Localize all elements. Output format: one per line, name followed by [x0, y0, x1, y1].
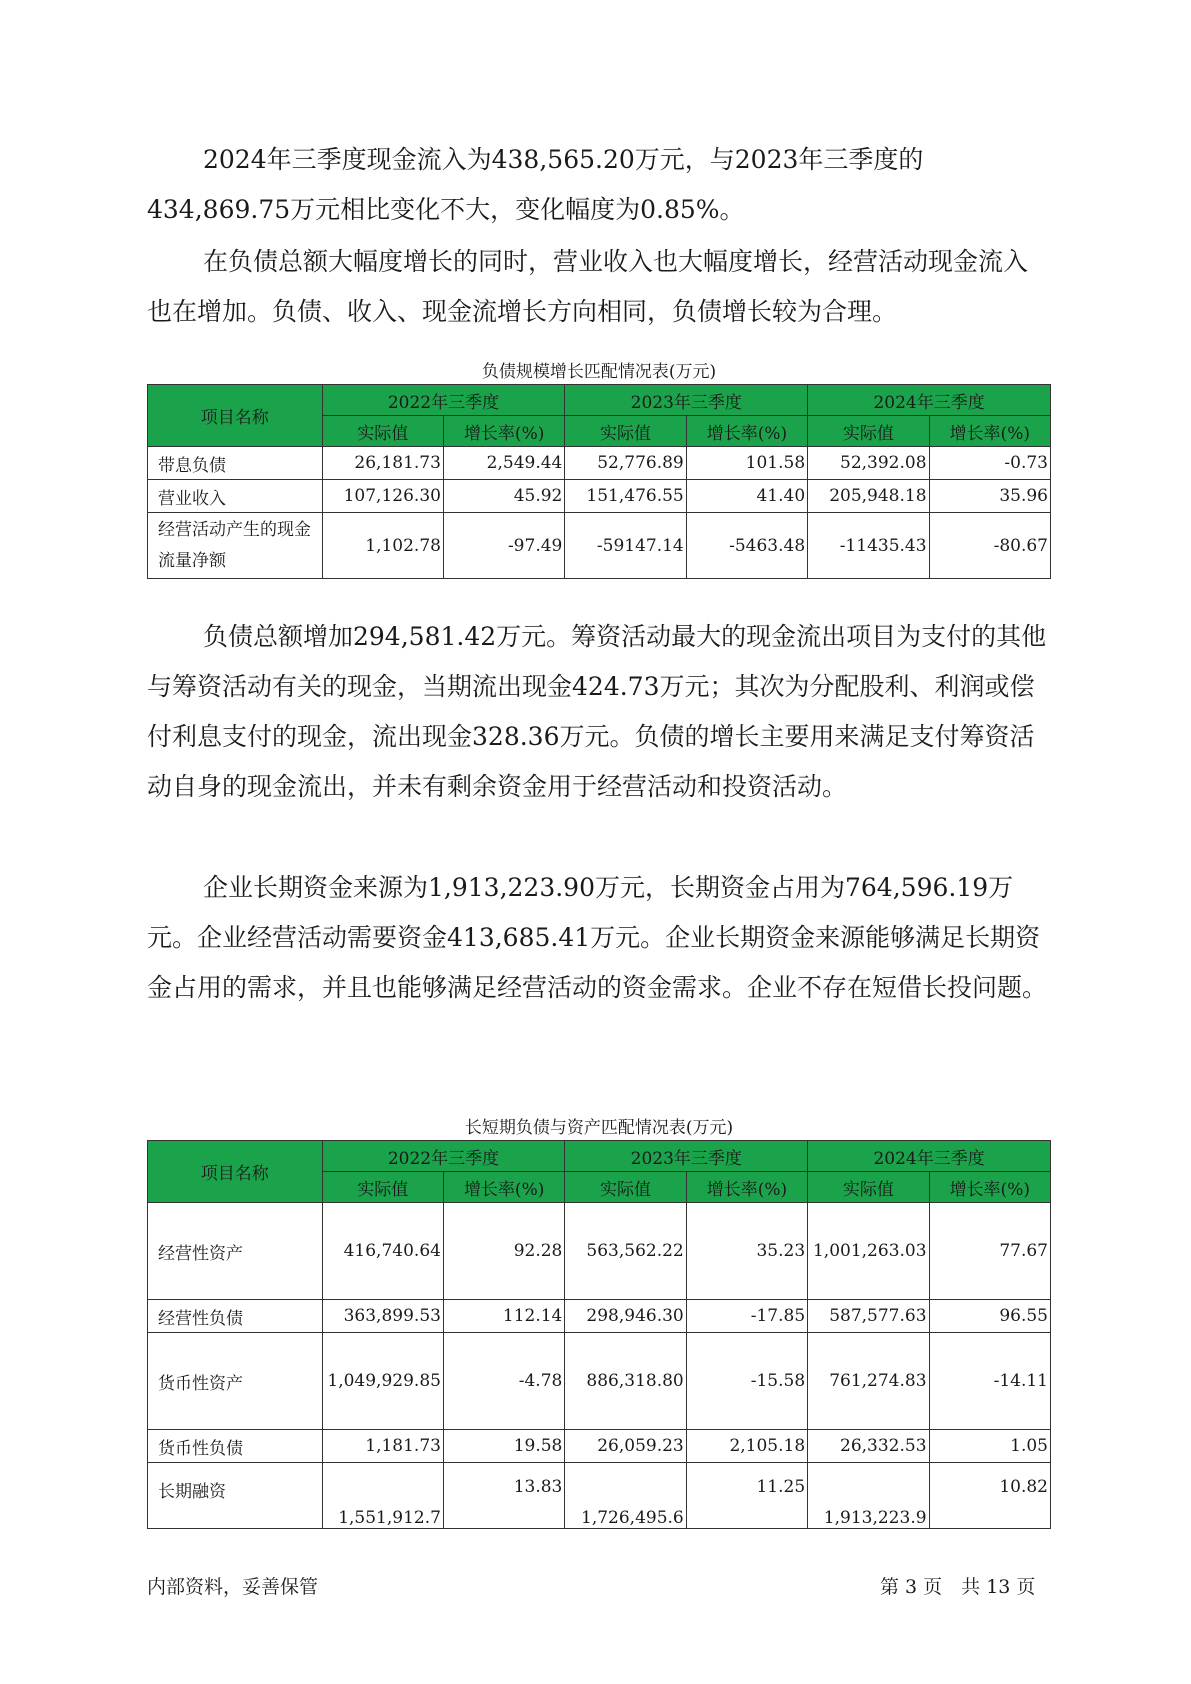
- paragraph-1: [147, 135, 1047, 235]
- table-row: [148, 1430, 1051, 1463]
- table-cell: 107,126.30: [322, 480, 443, 513]
- table-row: [148, 1203, 1051, 1300]
- paragraph-text: 在负债总额大幅度增长的同时，营业收入也大幅度增长，经营活动现金流入也在增加。负债、收入、现金流增长方向相同，负债增长较为合理。: [147, 247, 1029, 326]
- wrapped-value: 1,049,929.85: [327, 1371, 441, 1391]
- period-header: 2022年三季度: [322, 385, 565, 416]
- item-name-header: 项目名称: [148, 385, 323, 447]
- paragraph-4: [147, 863, 1047, 1013]
- wrapped-value: 1,001,263.03: [812, 1241, 927, 1261]
- sub-header: 实际值: [322, 416, 443, 447]
- row-label: 营业收入: [148, 480, 323, 513]
- table-cell: -5463.48: [686, 513, 807, 579]
- table-cell: -17.85: [686, 1300, 807, 1333]
- table-row: [148, 480, 1051, 513]
- table-cell: 19.58: [443, 1430, 564, 1463]
- period-header: 2022年三季度: [322, 1141, 565, 1172]
- paragraph-3: [147, 612, 1047, 812]
- sub-header: 增长率(%): [929, 1172, 1050, 1203]
- row-label: 经营性负债: [148, 1300, 323, 1333]
- table-cell: 52,776.89: [565, 447, 686, 480]
- table-cell: 1,913,223.9: [808, 1463, 929, 1529]
- table-cell: 13.83: [443, 1463, 564, 1529]
- table-cell: -0.73: [929, 447, 1050, 480]
- table1-caption: 负债规模增长匹配情况表(万元): [481, 362, 717, 382]
- sub-header: 实际值: [322, 1172, 443, 1203]
- table-cell: 1,181.73: [322, 1430, 443, 1463]
- table-cell: 886,318.80: [565, 1333, 686, 1430]
- table-row: [148, 1333, 1051, 1430]
- row-label: 带息负债: [148, 447, 323, 480]
- table-cell: 10.82: [929, 1463, 1050, 1529]
- table-cell: 26,181.73: [322, 447, 443, 480]
- table-cell: 77.67: [929, 1203, 1050, 1300]
- table-row: [148, 1300, 1051, 1333]
- debt-asset-matching-table: [147, 1140, 1051, 1529]
- footer-confidential-note: 内部资料，妥善保管: [147, 1576, 319, 1598]
- table-cell: -97.49: [443, 513, 564, 579]
- paragraph-text: 企业长期资金来源为1,913,223.90万元，长期资金占用为764,596.19万元。企业经营活动需要资金413,685.41万元。企业长期资金来源能够满足长期资金占用的需求，并且也能够满足经营活动的资金需求。企业不存在短借长投问题。: [147, 873, 1048, 1002]
- table-cell: -59147.14: [565, 513, 686, 579]
- table-cell: -11435.43: [808, 513, 929, 579]
- table-cell: 26,332.53: [808, 1430, 929, 1463]
- table-cell: 2,549.44: [443, 447, 564, 480]
- table-cell: 416,740.64: [322, 1203, 443, 1300]
- sub-header: 实际值: [808, 1172, 929, 1203]
- table-cell: -15.58: [686, 1333, 807, 1430]
- sub-header: 实际值: [565, 416, 686, 447]
- row-label: 长期融资: [148, 1463, 323, 1529]
- debt-growth-table: [147, 384, 1051, 579]
- table-cell: 101.58: [686, 447, 807, 480]
- table-cell: 761,274.83: [808, 1333, 929, 1430]
- item-name-header: 项目名称: [148, 1141, 323, 1203]
- sub-header: 增长率(%): [443, 416, 564, 447]
- period-header: 2023年三季度: [565, 385, 808, 416]
- table-cell: 1,102.78: [322, 513, 443, 579]
- row-label: 货币性资产: [148, 1333, 323, 1430]
- table-cell: [322, 1333, 443, 1430]
- table-cell: 151,476.55: [565, 480, 686, 513]
- table-cell: 11.25: [686, 1463, 807, 1529]
- table-cell: 52,392.08: [808, 447, 929, 480]
- sub-header: 增长率(%): [929, 416, 1050, 447]
- row-label: 经营活动产生的现金流量净额: [148, 513, 323, 579]
- table-cell: 45.92: [443, 480, 564, 513]
- table-cell: 35.96: [929, 480, 1050, 513]
- table-cell: 205,948.18: [808, 480, 929, 513]
- table-cell: 92.28: [443, 1203, 564, 1300]
- table2-caption: 长短期负债与资产匹配情况表(万元): [464, 1118, 734, 1138]
- row-label: 经营性资产: [148, 1203, 323, 1300]
- period-header: 2023年三季度: [565, 1141, 808, 1172]
- footer-page-number: 第 3 页 共 13 页: [880, 1576, 1036, 1598]
- table-cell: 112.14: [443, 1300, 564, 1333]
- table-row: [148, 447, 1051, 480]
- table-cell: -4.78: [443, 1333, 564, 1430]
- table-cell: 1.05: [929, 1430, 1050, 1463]
- table-cell: 35.23: [686, 1203, 807, 1300]
- table-cell: -80.67: [929, 513, 1050, 579]
- table-cell: 2,105.18: [686, 1430, 807, 1463]
- table-cell: 1,726,495.6: [565, 1463, 686, 1529]
- sub-header: 实际值: [808, 416, 929, 447]
- table-cell: 298,946.30: [565, 1300, 686, 1333]
- paragraph-2: [147, 237, 1047, 337]
- table-cell: 41.40: [686, 480, 807, 513]
- table-cell: 587,577.63: [808, 1300, 929, 1333]
- sub-header: 增长率(%): [443, 1172, 564, 1203]
- sub-header: 实际值: [565, 1172, 686, 1203]
- table-cell: 363,899.53: [322, 1300, 443, 1333]
- table-row: [148, 1463, 1051, 1529]
- table-cell: -14.11: [929, 1333, 1050, 1430]
- paragraph-text: 2024年三季度现金流入为438,565.20万元，与2023年三季度的434,869.75万元相比变化不大，变化幅度为0.85%。: [147, 145, 924, 224]
- row-label: 货币性负债: [148, 1430, 323, 1463]
- table-row: [148, 513, 1051, 579]
- table-cell: 96.55: [929, 1300, 1050, 1333]
- sub-header: 增长率(%): [686, 1172, 807, 1203]
- period-header: 2024年三季度: [808, 1141, 1051, 1172]
- table-cell: 1,551,912.7: [322, 1463, 443, 1529]
- table-cell: [808, 1203, 929, 1300]
- sub-header: 增长率(%): [686, 416, 807, 447]
- paragraph-text: 负债总额增加294,581.42万元。筹资活动最大的现金流出项目为支付的其他与筹资活动有关的现金，当期流出现金424.73万元；其次为分配股利、利润或偿付利息支付的现金，流出现金328.36万元。负债的增长主要用来满足支付筹资活动自身的现金流出，并未有剩余资金用于经营活动和投资活动。: [147, 622, 1047, 801]
- table-cell: 563,562.22: [565, 1203, 686, 1300]
- table-cell: 26,059.23: [565, 1430, 686, 1463]
- period-header: 2024年三季度: [808, 385, 1051, 416]
